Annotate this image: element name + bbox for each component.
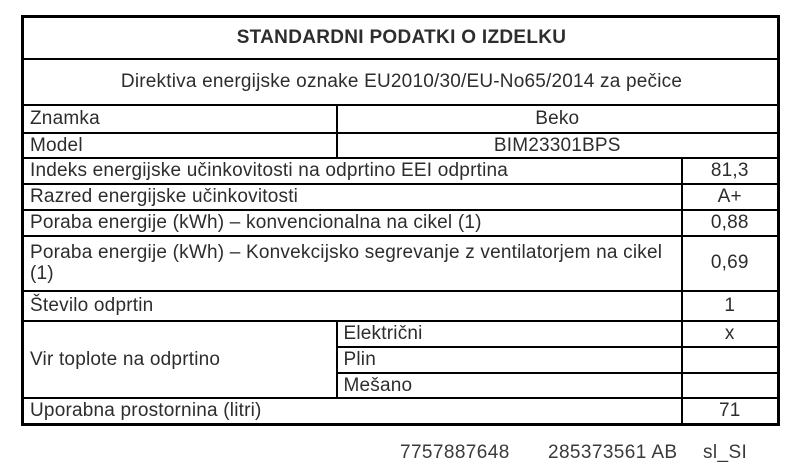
table-row-heat-source-electric (23, 321, 779, 347)
page-title: STANDARDNI PODATKI O IZDELKU (23, 17, 779, 59)
footer-locale: sl_SI (703, 442, 748, 463)
table-row-energy-fan (23, 236, 779, 291)
volume-label: Uporabna prostornina (litri) (23, 398, 682, 424)
brand-label: Znamka (23, 105, 337, 133)
heat-source-gas-label: Plin (337, 347, 682, 373)
heat-source-label: Vir toplote na odprtino (23, 321, 337, 399)
heat-source-gas-value (682, 347, 779, 373)
energy-conventional-value: 0,88 (682, 210, 779, 236)
table-row-subtitle (23, 59, 779, 105)
brand-value: Beko (337, 105, 779, 133)
table-row-brand (23, 105, 779, 133)
energy-fan-value: 0,69 (682, 236, 779, 291)
footer-code-line (0, 442, 800, 466)
table-row-energy-conventional (23, 210, 779, 236)
footer-code-right: 285373561 AB (548, 442, 678, 463)
footer-code-left: 7757887648 (400, 442, 510, 463)
model-value: BIM23301BPS (337, 133, 779, 159)
model-label: Model (23, 133, 337, 159)
table-row-volume (23, 398, 779, 424)
product-data-table (21, 15, 780, 426)
heat-source-electric-value: x (682, 321, 779, 347)
table-row-eei (23, 158, 779, 184)
volume-value: 71 (682, 398, 779, 424)
page-subtitle: Direktiva energijske oznake EU2010/30/EU-No65/2014 za pečice (23, 59, 779, 105)
table-row-cavities (23, 291, 779, 321)
cavities-value: 1 (682, 291, 779, 321)
eei-value: 81,3 (682, 158, 779, 184)
energy-class-label: Razred energijske učinkovitosti (23, 184, 682, 210)
energy-fan-label: Poraba energije (kWh) – Konvekcijsko segrevanje z ventilatorjem na cikel (1) (23, 236, 682, 291)
heat-source-electric-label: Električni (337, 321, 682, 347)
table-row-energy-class (23, 184, 779, 210)
eei-label: Indeks energijske učinkovitosti na odprtino EEI odprtina (23, 158, 682, 184)
table-row-title (23, 17, 779, 59)
heat-source-mixed-value (682, 373, 779, 399)
cavities-label: Število odprtin (23, 291, 682, 321)
heat-source-mixed-label: Mešano (337, 373, 682, 399)
energy-class-value: A+ (682, 184, 779, 210)
energy-conventional-label: Poraba energije (kWh) – konvencionalna na cikel (1) (23, 210, 682, 236)
table-row-model (23, 133, 779, 159)
